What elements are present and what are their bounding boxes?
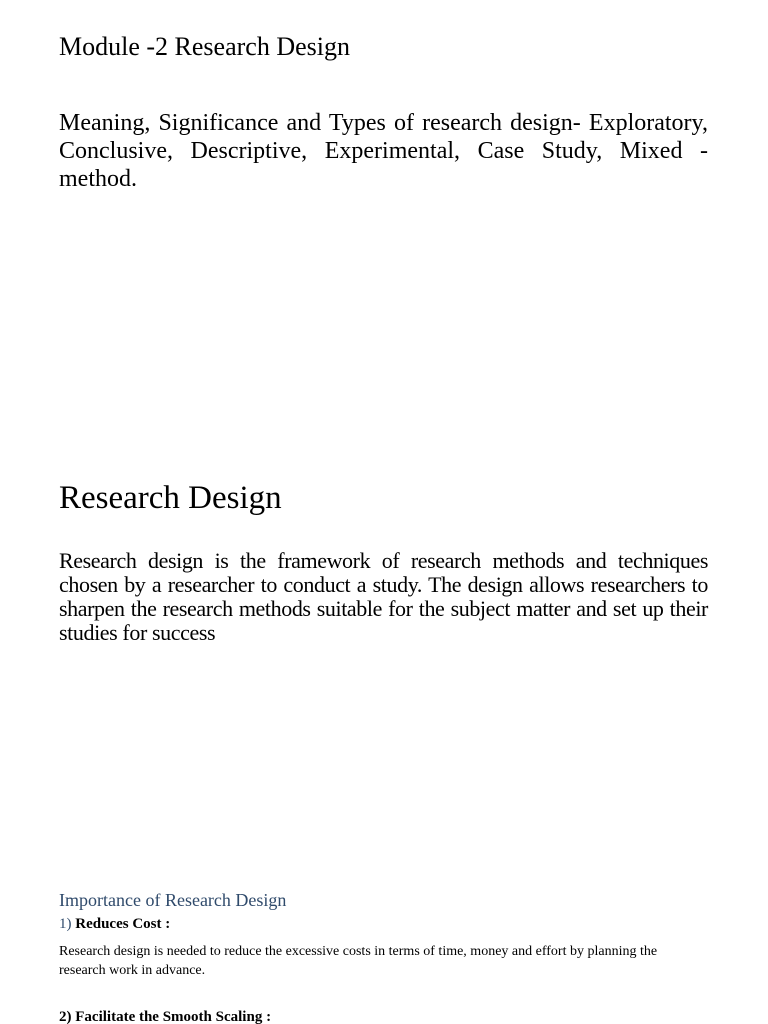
research-design-title: Research Design bbox=[59, 480, 282, 516]
point-description: Research design is needed to reduce the excessive costs in terms of time, money and effort by planning the research work in advance. bbox=[59, 944, 658, 978]
module-title: Module -2 Research Design bbox=[59, 32, 350, 61]
point-reduces-cost bbox=[59, 914, 170, 934]
research-design-definition: Research design is the framework of research methods and techniques chosen by a researcher to conduct a study. The design allows researchers to sharpen the research methods suitable for the subject matter and set up their studies for success bbox=[59, 548, 708, 645]
point-label: Reduces Cost : bbox=[75, 916, 171, 932]
point-smooth-scaling bbox=[59, 1007, 271, 1024]
module-topics-text: Meaning, Significance and Types of research design- Exploratory, Conclusive, Descriptive, Experimental, Case Study, Mixed -method. bbox=[59, 110, 708, 192]
point-number: 2) bbox=[59, 1009, 72, 1024]
point-label: Facilitate the Smooth Scaling : bbox=[75, 1009, 272, 1024]
importance-heading: Importance of Research Design bbox=[59, 890, 287, 910]
point-number: 1) bbox=[59, 916, 72, 932]
